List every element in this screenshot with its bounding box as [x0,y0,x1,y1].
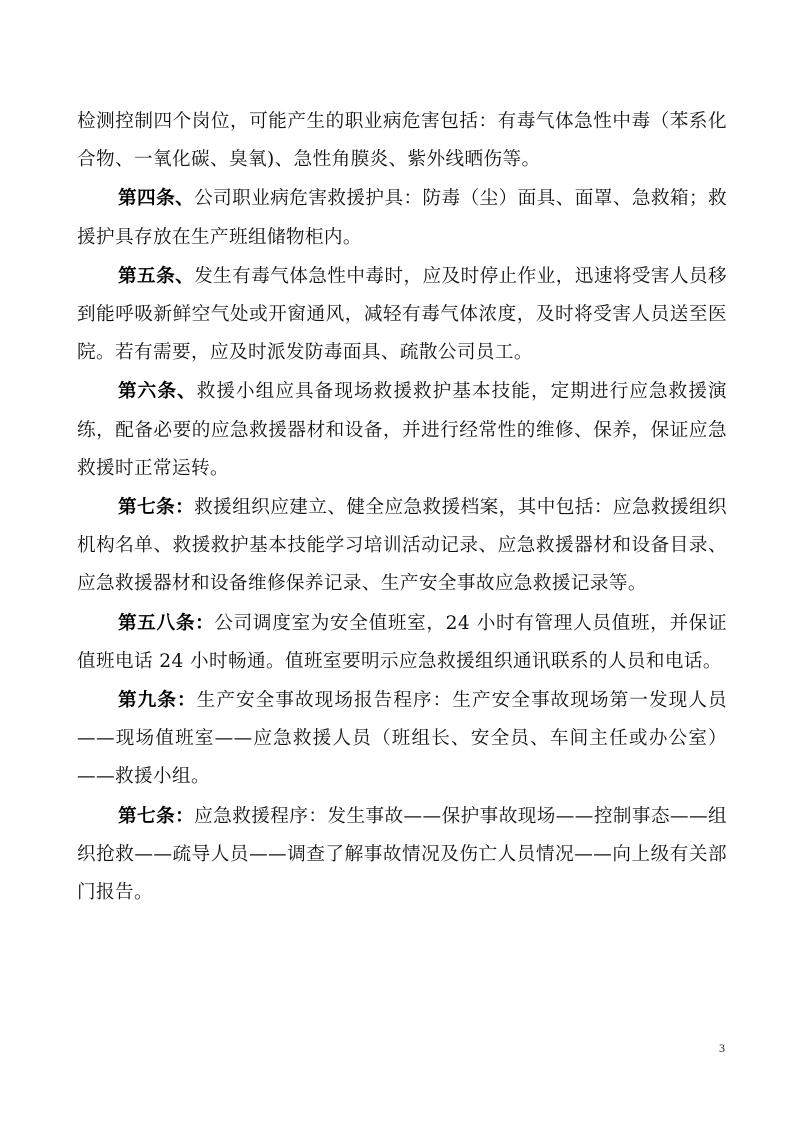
article-heading: 第七条： [118,805,195,827]
paragraph-text: 救援组织应建立、健全应急救援档案，其中包括：应急救援组织机构名单、救援救护基本技能学习培训活动记录、应急救援器材和设备目录、应急救援器材和设备维修保养记录、生产安全事故应急救援记录等。 [77,497,728,595]
paragraph-text: 应急救援程序：发生事故——保护事故现场——控制事态——组织抢救——疏导人员——调查了解事故情况及伤亡人员情况——向上级有关部门报告。 [77,805,727,904]
page-number: 3 [719,1041,725,1055]
article-heading: 第五八条： [118,612,215,634]
paragraph-article-6 [77,373,727,488]
article-heading: 第七条： [118,497,195,519]
paragraph-text: 检测控制四个岗位，可能产生的职业病危害包括：有毒气体急性中毒（苯系化合物、一氧化碳、臭氧)、急性角膜炎、紫外线晒伤等。 [77,111,727,171]
paragraph-article-9 [77,682,727,797]
paragraph-text: 生产安全事故现场报告程序：生产安全事故现场第一发现人员——现场值班室——应急救援人员（班组长、安全员、车间主任或办公室）——救援小组。 [77,690,727,788]
document-page [77,103,727,912]
paragraph-article-4 [77,180,727,256]
paragraph-article-7a [77,489,727,604]
article-heading: 第五条、 [118,265,195,287]
paragraph-article-5 [77,258,727,373]
article-heading: 第九条： [118,690,197,712]
article-heading: 第四条、 [118,188,195,210]
paragraph-text: 公司职业病危害救援护具：防毒（尘）面具、面罩、急救箱；救援护具存放在生产班组储物柜内。 [77,188,728,248]
paragraph-article-7b [77,798,727,913]
paragraph-continuation [77,103,727,179]
paragraph-article-58 [77,605,727,681]
paragraph-text: 公司调度室为安全值班室，24 小时有管理人员值班，并保证值班电话 24 小时畅通。值班室要明示应急救援组织通讯联系的人员和电话。 [77,612,727,672]
paragraph-text: 救援小组应具备现场救援救护基本技能，定期进行应急救援演练，配备必要的应急救援器材和设备，并进行经常性的维修、保养，保证应急救援时正常运转。 [77,381,727,479]
paragraph-text: 发生有毒气体急性中毒时，应及时停止作业，迅速将受害人员移到能呼吸新鲜空气处或开窗通风，减轻有毒气体浓度，及时将受害人员送至医院。若有需要，应及时派发防毒面具、疏散公司员工。 [77,265,728,364]
article-heading: 第六条、 [118,381,197,403]
